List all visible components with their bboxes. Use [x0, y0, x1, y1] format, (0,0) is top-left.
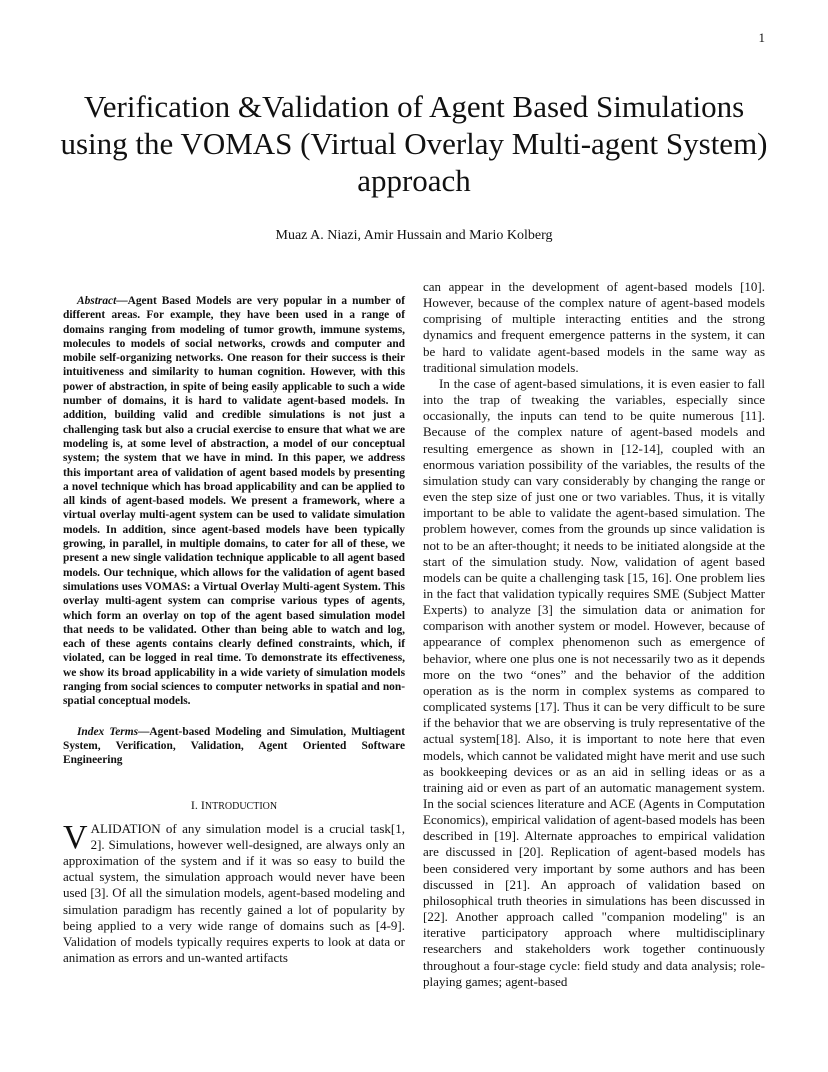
page-number: 1 [758, 30, 765, 45]
abstract [63, 294, 405, 709]
right-paragraph-2: In the case of agent-based simulations, it is even easier to fall into the trap of tweaking the variables, especially since occasionally, the inputs can tend to be quite numerous [11]. Because of the complex nature of agent-based models and resulting emergence as shown in [12-14], coupled with an enormous variation possibility of the variables, the results of the simulation study can vary considerably by changing the range or even the step size of just one or two variables. Thus, it is vitally important to be able to validate the agent-based simulation. The problem however, comes from the grounds up since validation is not to be an after-thought; it needs to be initiated alongside at the start of the simulation study. Now, validation of agent based models can be quite a challenging task [15, 16]. One problem lies in the fact that validation typically requires SME (Subject Matter Experts) to analyze [3] the simulation data or animation for comparison with another system or model. However, because of appearance of complex phenomenon such as emergence of behavior, where one plus one is not necessarily two as it depends more on the two “ones” and the behavior of the addition operation as is the norm in complex systems as compared to complicated systems [17]. Thus it can be very difficult to be sure if the behavior that we are observing is truly representative of the actual system[18]. Also, it is important to note here that even models, which cannot be validated might have merit and use such as bookkeeping devices or as an aid in selling ideas or as a training aid or even as part of an automatic management system. In the social sciences literature and ACE (Agents in Computation Economics), empirical validation of agent-based models has been described in [19]. Alternate approaches to empirical validation are discussed in [20]. Replication of agent-based models has been considered very important by some authors and has been discussed in [21]. An approach of validation based on philosophical truth theories in simulations has been discussed in [22]. Another approach called "companion modeling" is an iterative participatory approach where multidisciplinary researchers and stakeholders work together continuously throughout a four-stage cycle: field study and data analysis; role-playing games; agent-based [423, 375, 765, 989]
index-terms [63, 725, 405, 768]
right-paragraph-1: can appear in the development of agent-based models [10]. However, because of the complex nature of agent-based models comprising of multiple interacting entities and the strong dynamics and frequent emergence patterns in the system, it can be hard to validate agent-based models in the same way as traditional simulation models. [423, 279, 765, 375]
section-title-rest: NTRODUCTION [204, 800, 278, 812]
intro-paragraph [63, 818, 405, 967]
author-list: Muaz A. Niazi, Amir Hussain and Mario Kolberg [275, 228, 553, 243]
abstract-dash: — [116, 295, 128, 307]
abstract-text: Agent Based Models are very popular in a number of different areas. For example, they have been used in a range of domains ranging from modeling of tumor growth, immune systems, molecules to models of social networks, crowds and computer and mobile self-organizing networks. One reason for their success is their intuitiveness and similarity to human cognition. However, with this power of abstraction, in spite of being easily applicable to such a wide number of domains, it is hard to validate agent-based models. In addition, building valid and credible simulations is not just a challenging task but also a crucial exercise to ensure that what we are modeling is, at some level of abstraction, a model of our conceptual system; the system that we have in mind. In this paper, we address this important area of validation of agent based models by presenting a novel technique which has broad applicability and can be applied to all kinds of agent-based models. We present a framework, where a virtual overlay multi-agent system can be used to validate simulation models. In addition, since agent-based models have been typically growing, in parallel, in multiple domains, to cater for all of these, we present a new single validation technique applicable to all agent based models. Our technique, which allows for the validation of agent based simulations uses VOMAS: a Virtual Overlay Multi-agent System. This overlay multi-agent system can comprise various types of agents, which form an overlay on top of the agent based simulation model that needs to be validated. Other than being able to watch and log, each of these agents contains clearly defined constraints, which, if violated, can be logged in real time. To demonstrate its effectiveness, we show its broad applicability in a wide variety of simulation models ranging from social sciences to computer networks in spatial and non-spatial conceptual models. [63, 295, 405, 708]
index-terms-text: Agent-based Modeling and Simulation, Multiagent System, Verification, Validation, Agent Oriented Software Engineering [63, 725, 405, 767]
left-column [63, 294, 405, 966]
paper-title: Verification &Validation of Agent Based Simulations using the VOMAS (Virtual Overlay Multi-agent System) approach [60, 89, 768, 198]
right-column [423, 279, 765, 990]
section-heading-introduction [63, 798, 405, 813]
section-title-first-letter: I [200, 797, 205, 812]
drop-cap: V [63, 818, 88, 856]
index-terms-dash: — [138, 725, 150, 738]
abstract-label: Abstract [77, 295, 117, 307]
index-terms-label: Index Terms [77, 725, 139, 738]
section-number: I. [190, 797, 198, 812]
intro-text: ALIDATION of any simulation model is a crucial task[1, 2]. Simulations, however well-designed, are always only an approximation of the system and if it was so easy to build the actual system, the simulation approach would never have been used [3]. Of all the simulation models, agent-based modeling and simulation paradigm has recently gained a lot of popularity by being applied to a very wide range of domains such as [4-9]. Validation of models typically requires experts to look at data or animation as errors and un-wanted artifacts [63, 820, 405, 966]
